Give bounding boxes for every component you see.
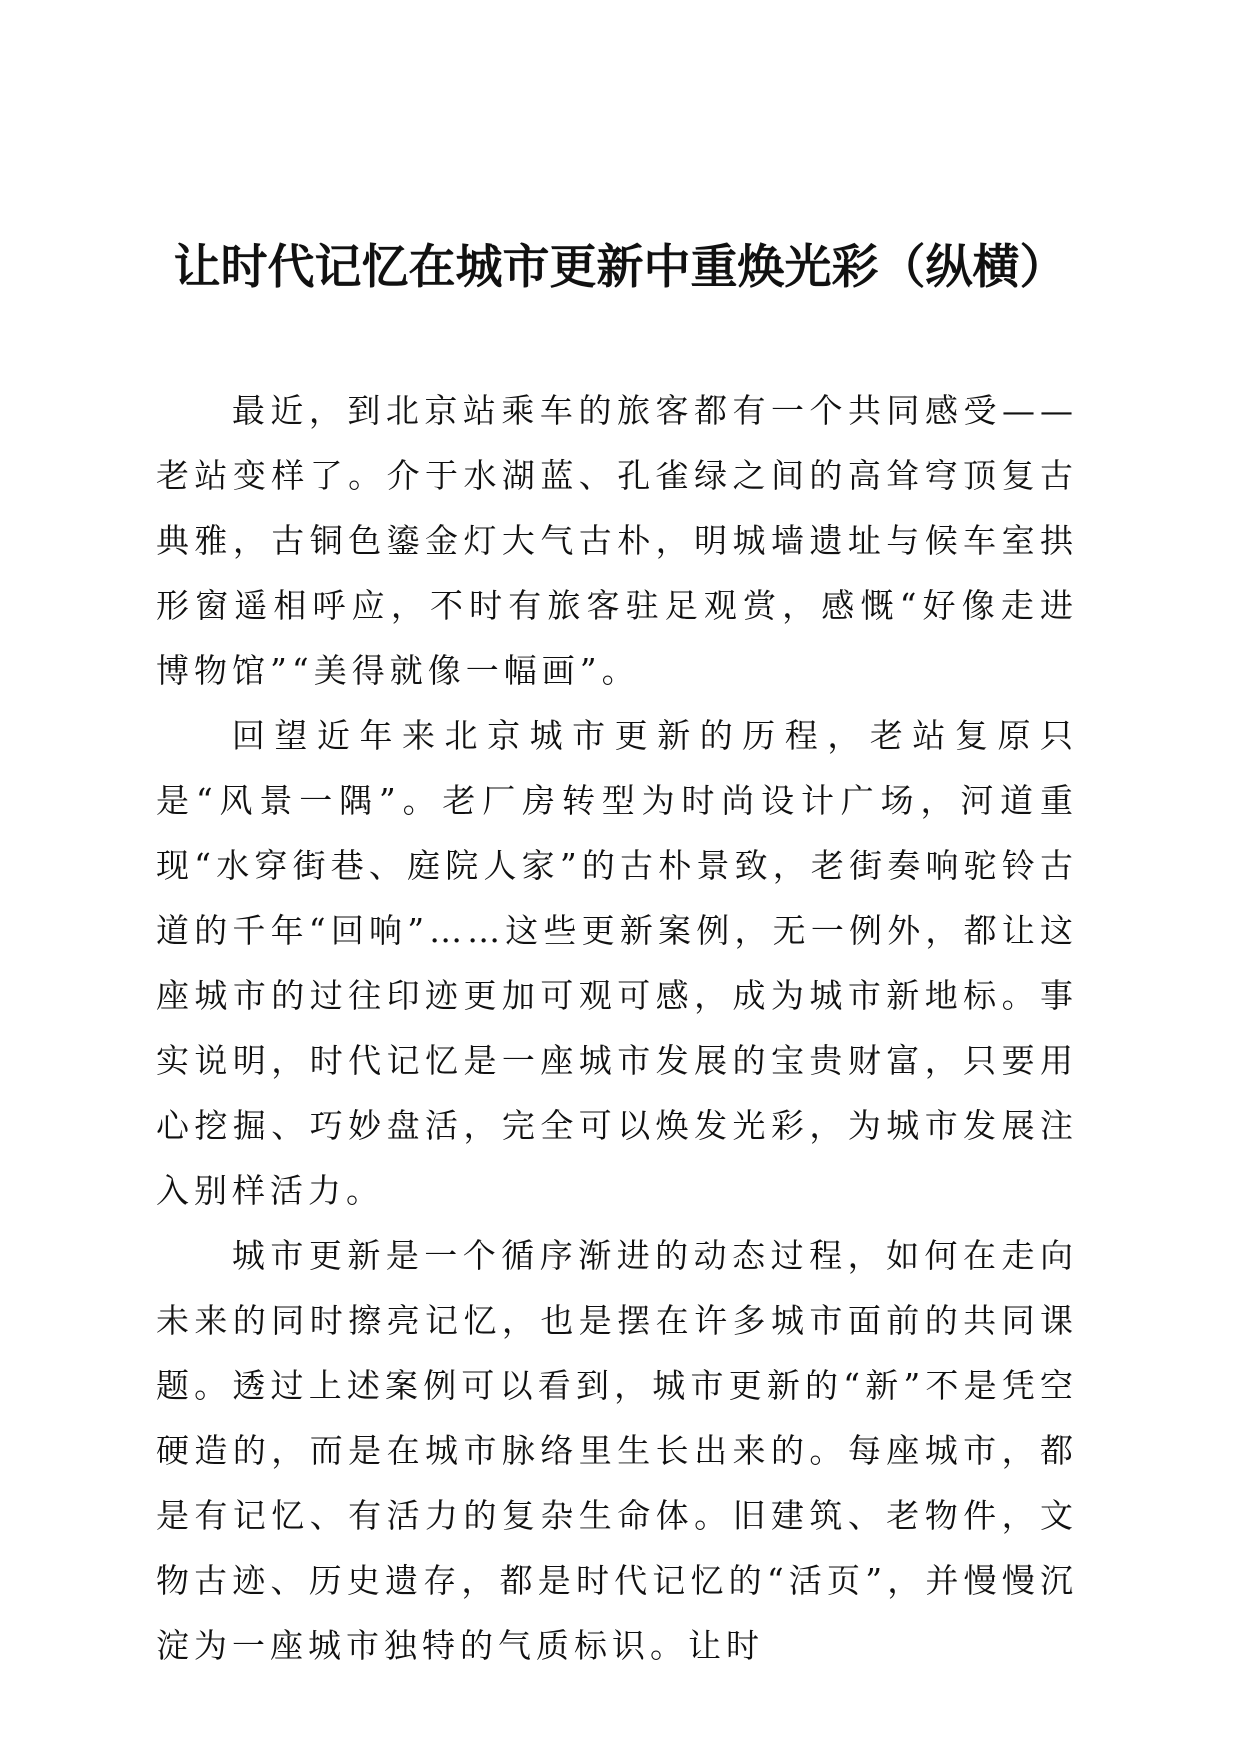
article-body	[156, 378, 1078, 1678]
article-title: 让时代记忆在城市更新中重焕光彩（纵横）	[173, 240, 1067, 295]
paragraph-3: 城市更新是一个循序渐进的动态过程，如何在走向未来的同时擦亮记忆，也是摆在许多城市面前的共同课题。透过上述案例可以看到，城市更新的“新”不是凭空硬造的，而是在城市脉络里生长出来的。每座城市，都是有记忆、有活力的复杂生命体。旧建筑、老物件，文物古迹、历史遗存，都是时代记忆的“活页”，并慢慢沉淀为一座城市独特的气质标识。让时	[156, 1236, 1078, 1665]
paragraph-2: 回望近年来北京城市更新的历程，老站复原只是“风景一隅”。老厂房转型为时尚设计广场，河道重现“水穿街巷、庭院人家”的古朴景致，老街奏响驼铃古道的千年“回响”……这些更新案例，无一例外，都让这座城市的过往印迹更加可观可感，成为城市新地标。事实说明，时代记忆是一座城市发展的宝贵财富，只要用心挖掘、巧妙盘活，完全可以焕发光彩，为城市发展注入别样活力。	[156, 716, 1078, 1210]
paragraph-1: 最近，到北京站乘车的旅客都有一个共同感受——老站变样了。介于水湖蓝、孔雀绿之间的高耸穹顶复古典雅，古铜色鎏金灯大气古朴，明城墙遗址与候车室拱形窗遥相呼应，不时有旅客驻足观赏，感慨“好像走进博物馆”“美得就像一幅画”。	[156, 391, 1078, 690]
